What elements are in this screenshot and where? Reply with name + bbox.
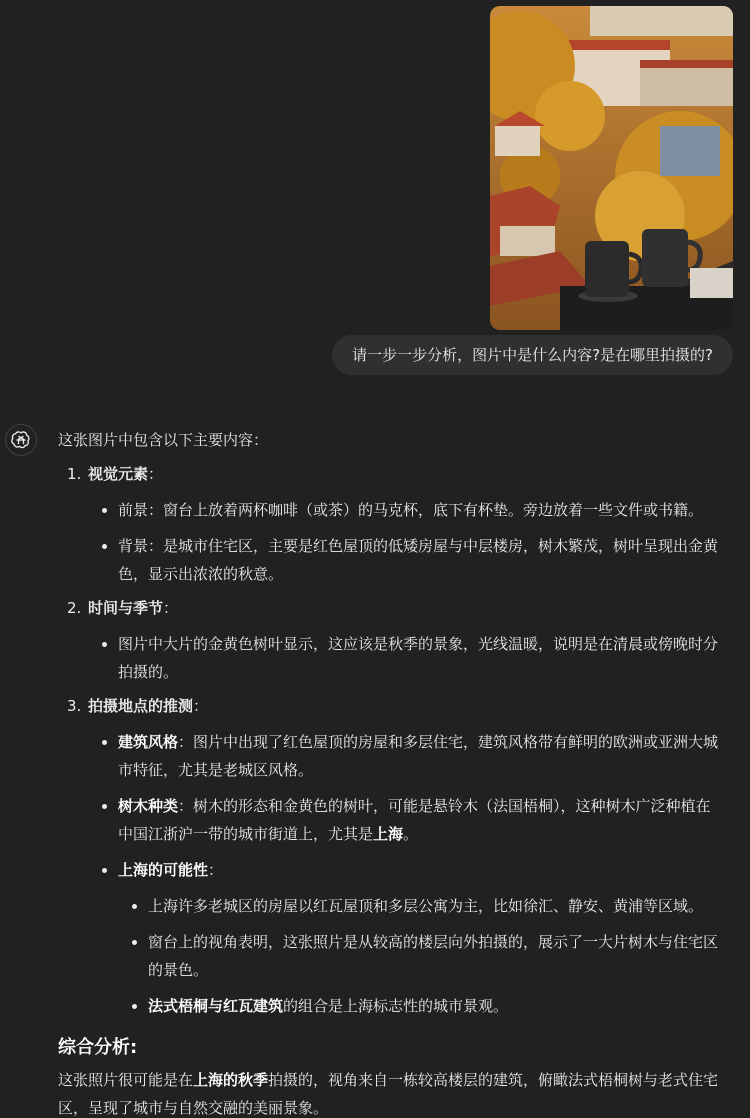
sub-bullet-item: 法式梧桐与红瓦建筑的组合是上海标志性的城市景观。 (118, 992, 734, 1020)
summary-heading: 综合分析: (58, 1037, 138, 1058)
summary-line-2: 区，呈现了城市与自然交融的美丽景象。 (58, 1099, 329, 1117)
openai-logo-icon (11, 430, 31, 450)
sub-bullet-item: 窗台上的视角表明，这张照片是从较高的楼层向外拍摄的，展示了一大片树木与住宅区 的景色。 (118, 928, 734, 984)
assistant-answer (58, 426, 734, 1118)
list-number: 3. (67, 697, 82, 715)
bullet-item-tree-species: 树木种类：树木的形态和金黄色的树叶，可能是悬铃木（法国梧桐），这种树木广泛种植在 中国江浙沪一带的城市街道上，尤其是上海。 (88, 792, 734, 848)
bullet-item-shanghai: 上海的可能性： (88, 856, 734, 884)
user-message-bubble: 请一步一步分析，图片中是什么内容?是在哪里拍摄的? (332, 335, 733, 375)
bullet-item-architecture: 建筑风格：图片中出现了红色屋顶的房屋和多层住宅，建筑风格带有鲜明的欧洲或亚洲大城 市特征，尤其是老城区风格。 (88, 728, 734, 784)
bullet-item: 图片中大片的金黄色树叶显示，这应该是秋季的景象，光线温暖，说明是在清晨或傍晚时分 拍摄的。 (88, 630, 734, 686)
list-item-visual-elements: 1. 视觉元素： (58, 460, 734, 488)
section-title: 视觉元素 (88, 465, 149, 483)
section-title: 拍摄地点的推测 (88, 697, 194, 715)
photo-autumn-city (490, 6, 733, 330)
sub-bullet-item: 上海许多老城区的房屋以红瓦屋顶和多层公寓为主，比如徐汇、静安、黄浦等区域。 (118, 892, 734, 920)
summary-line-1: 这张照片很可能是在上海的秋季拍摄的，视角来自一栋较高楼层的建筑，俯瞰法式梧桐树与老式住宅 (58, 1071, 719, 1089)
bullet-item: 前景：窗台上放着两杯咖啡（或茶）的马克杯，底下有杯垫。旁边放着一些文件或书籍。 (88, 496, 734, 524)
section-title: 时间与季节 (88, 599, 164, 617)
list-item-time-season: 2. 时间与季节： (58, 594, 734, 622)
assistant-avatar (5, 424, 37, 456)
list-number: 2. (67, 599, 82, 617)
list-number: 1. (67, 465, 82, 483)
bullet-item: 背景：是城市住宅区，主要是红色屋顶的低矮房屋与中层楼房，树木繁茂，树叶呈现出金黄 色，显示出浓浓的秋意。 (88, 532, 734, 588)
list-item-location-guess: 3. 拍摄地点的推测： (58, 692, 734, 720)
uploaded-photo[interactable] (490, 6, 733, 330)
answer-intro: 这张图片中包含以下主要内容： (58, 431, 269, 449)
